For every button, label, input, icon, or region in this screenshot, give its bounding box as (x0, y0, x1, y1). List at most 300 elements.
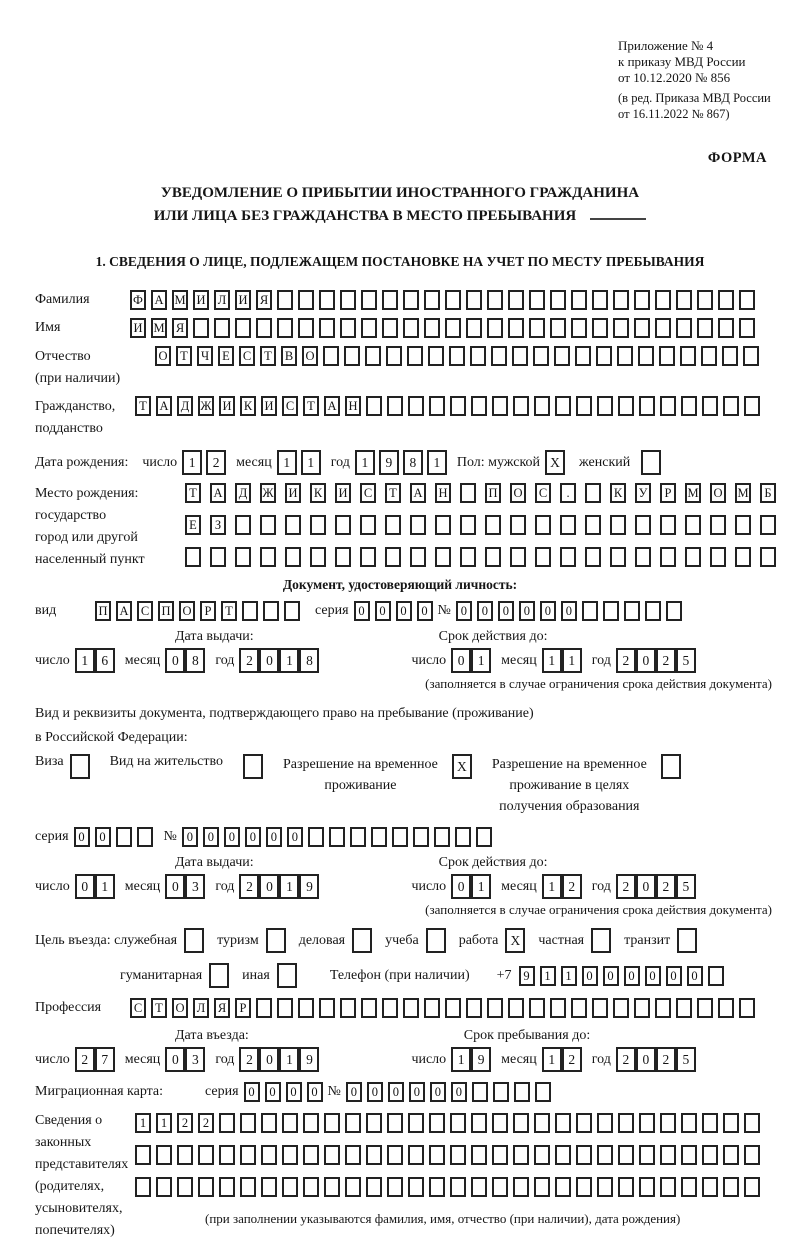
char-box[interactable]: Я (172, 318, 188, 338)
char-box[interactable] (723, 1113, 739, 1133)
char-box[interactable] (445, 998, 461, 1018)
char-box[interactable]: С (239, 346, 255, 366)
char-box[interactable] (571, 290, 587, 310)
char-box[interactable] (735, 547, 751, 567)
char-box[interactable] (303, 1113, 319, 1133)
char-box[interactable]: 2 (656, 874, 676, 899)
purpose-other-checkbox[interactable] (277, 963, 297, 988)
char-box[interactable] (177, 1177, 193, 1197)
temp-residence-edu-checkbox[interactable] (661, 754, 681, 779)
char-box[interactable]: 0 (354, 601, 370, 621)
char-box[interactable] (697, 998, 713, 1018)
purpose-official-checkbox[interactable] (184, 928, 204, 953)
char-box[interactable] (387, 1113, 403, 1133)
char-box[interactable] (193, 318, 209, 338)
char-box[interactable] (550, 998, 566, 1018)
char-box[interactable] (645, 601, 661, 621)
char-box[interactable]: О (172, 998, 188, 1018)
char-box[interactable] (360, 515, 376, 535)
char-box[interactable]: И (130, 318, 146, 338)
char-box[interactable]: 2 (198, 1113, 214, 1133)
char-box[interactable]: 0 (265, 1082, 281, 1102)
char-box[interactable]: Р (235, 998, 251, 1018)
char-box[interactable] (613, 998, 629, 1018)
char-box[interactable] (575, 346, 591, 366)
char-box[interactable] (603, 601, 619, 621)
char-box[interactable]: И (219, 396, 235, 416)
temp-residence-checkbox[interactable] (452, 754, 472, 779)
char-box[interactable] (360, 547, 376, 567)
char-box[interactable] (428, 346, 444, 366)
id-issue-year[interactable] (239, 648, 319, 673)
char-box[interactable] (371, 827, 387, 847)
char-box[interactable]: 0 (75, 874, 95, 899)
permit-valid-year[interactable] (616, 874, 696, 899)
char-box[interactable]: 1 (135, 1113, 151, 1133)
permit-series-field[interactable] (74, 827, 158, 847)
stay-year[interactable] (616, 1047, 696, 1072)
id-issue-month[interactable] (165, 648, 205, 673)
char-box[interactable] (429, 1145, 445, 1165)
char-box[interactable] (156, 1177, 172, 1197)
checkbox-cell[interactable] (661, 754, 681, 779)
char-box[interactable] (512, 346, 528, 366)
char-box[interactable] (492, 396, 508, 416)
checkbox-cell[interactable] (591, 928, 611, 953)
char-box[interactable]: А (156, 396, 172, 416)
char-box[interactable] (685, 547, 701, 567)
char-box[interactable]: П (158, 601, 174, 621)
char-box[interactable] (655, 290, 671, 310)
char-box[interactable]: И (261, 396, 277, 416)
doc-number-field[interactable] (456, 601, 687, 621)
char-box[interactable] (534, 1113, 550, 1133)
char-box[interactable] (460, 515, 476, 535)
char-box[interactable] (508, 290, 524, 310)
char-box[interactable]: 2 (239, 1047, 259, 1072)
char-box[interactable]: 0 (182, 827, 198, 847)
char-box[interactable] (407, 346, 423, 366)
char-box[interactable] (550, 318, 566, 338)
checkbox-cell[interactable] (352, 928, 372, 953)
char-box[interactable]: 0 (636, 1047, 656, 1072)
char-box[interactable] (298, 290, 314, 310)
char-box[interactable]: 0 (456, 601, 472, 621)
char-box[interactable]: Т (151, 998, 167, 1018)
char-box[interactable]: 1 (301, 450, 321, 475)
char-box[interactable]: 0 (645, 966, 661, 986)
char-box[interactable] (618, 396, 634, 416)
char-box[interactable]: Н (435, 483, 451, 503)
char-box[interactable] (413, 827, 429, 847)
char-box[interactable] (639, 396, 655, 416)
char-box[interactable] (385, 515, 401, 535)
char-box[interactable]: О (302, 346, 318, 366)
char-box[interactable] (634, 318, 650, 338)
stay-day[interactable] (451, 1047, 491, 1072)
char-box[interactable]: Т (185, 483, 201, 503)
char-box[interactable]: П (485, 483, 501, 503)
char-box[interactable] (534, 396, 550, 416)
char-box[interactable]: 8 (299, 648, 319, 673)
profession-field[interactable] (130, 998, 760, 1018)
char-box[interactable] (723, 1177, 739, 1197)
char-box[interactable] (403, 998, 419, 1018)
char-box[interactable] (382, 998, 398, 1018)
char-box[interactable] (387, 396, 403, 416)
char-box[interactable]: 0 (388, 1082, 404, 1102)
char-box[interactable] (387, 1145, 403, 1165)
char-box[interactable] (382, 318, 398, 338)
char-box[interactable] (240, 1177, 256, 1197)
char-box[interactable]: Р (660, 483, 676, 503)
stay-month[interactable] (542, 1047, 582, 1072)
char-box[interactable] (534, 1177, 550, 1197)
char-box[interactable]: Д (177, 396, 193, 416)
char-box[interactable] (424, 998, 440, 1018)
char-box[interactable] (471, 396, 487, 416)
char-box[interactable] (585, 483, 601, 503)
char-box[interactable] (319, 998, 335, 1018)
char-box[interactable] (555, 1113, 571, 1133)
char-box[interactable] (660, 1145, 676, 1165)
permit-issue-year[interactable] (239, 874, 319, 899)
char-box[interactable] (450, 1177, 466, 1197)
char-box[interactable] (681, 396, 697, 416)
char-box[interactable] (177, 1145, 193, 1165)
char-box[interactable]: Ч (197, 346, 213, 366)
char-box[interactable] (510, 547, 526, 567)
char-box[interactable] (408, 396, 424, 416)
char-box[interactable] (308, 827, 324, 847)
char-box[interactable] (634, 290, 650, 310)
char-box[interactable] (659, 346, 675, 366)
char-box[interactable] (466, 318, 482, 338)
char-box[interactable] (277, 318, 293, 338)
char-box[interactable] (284, 601, 300, 621)
char-box[interactable] (485, 515, 501, 535)
char-box[interactable] (710, 547, 726, 567)
char-box[interactable] (185, 547, 201, 567)
char-box[interactable] (455, 827, 471, 847)
char-box[interactable]: 0 (430, 1082, 446, 1102)
char-box[interactable] (198, 1177, 214, 1197)
char-box[interactable]: 1 (471, 874, 491, 899)
char-box[interactable]: 0 (498, 601, 514, 621)
char-box[interactable] (597, 1113, 613, 1133)
char-box[interactable]: 0 (224, 827, 240, 847)
visa-checkbox[interactable] (70, 754, 90, 779)
char-box[interactable] (491, 346, 507, 366)
char-box[interactable]: З (210, 515, 226, 535)
char-box[interactable] (240, 1113, 256, 1133)
char-box[interactable] (298, 318, 314, 338)
char-box[interactable] (135, 1145, 151, 1165)
char-box[interactable] (472, 1082, 488, 1102)
char-box[interactable]: П (95, 601, 111, 621)
char-box[interactable] (493, 1082, 509, 1102)
char-box[interactable]: 0 (666, 966, 682, 986)
char-box[interactable] (261, 1145, 277, 1165)
char-box[interactable] (324, 1145, 340, 1165)
representatives-row-1[interactable] (135, 1113, 765, 1133)
char-box[interactable]: Р (200, 601, 216, 621)
char-box[interactable]: 3 (185, 874, 205, 899)
char-box[interactable] (408, 1145, 424, 1165)
char-box[interactable] (256, 318, 272, 338)
char-box[interactable] (676, 290, 692, 310)
char-box[interactable]: 0 (266, 827, 282, 847)
purpose-work-checkbox[interactable] (505, 928, 525, 953)
char-box[interactable] (424, 290, 440, 310)
char-box[interactable] (744, 1145, 760, 1165)
char-box[interactable] (214, 318, 230, 338)
char-box[interactable] (277, 290, 293, 310)
char-box[interactable] (492, 1113, 508, 1133)
purpose-business-checkbox[interactable] (352, 928, 372, 953)
char-box[interactable] (513, 396, 529, 416)
char-box[interactable]: А (410, 483, 426, 503)
char-box[interactable] (508, 998, 524, 1018)
patronymic-field[interactable] (155, 346, 764, 366)
char-box[interactable]: А (324, 396, 340, 416)
char-box[interactable] (529, 318, 545, 338)
char-box[interactable] (660, 1177, 676, 1197)
char-box[interactable]: Б (760, 483, 776, 503)
char-box[interactable] (285, 515, 301, 535)
char-box[interactable] (555, 396, 571, 416)
char-box[interactable]: 0 (259, 874, 279, 899)
char-box[interactable]: 9 (379, 450, 399, 475)
char-box[interactable]: 1 (75, 648, 95, 673)
checkbox-cell[interactable] (243, 754, 263, 779)
char-box[interactable]: 9 (299, 1047, 319, 1072)
char-box[interactable] (744, 1177, 760, 1197)
char-box[interactable] (365, 346, 381, 366)
doc-series-field[interactable] (354, 601, 438, 621)
char-box[interactable] (323, 346, 339, 366)
char-box[interactable] (340, 318, 356, 338)
char-box[interactable]: Я (214, 998, 230, 1018)
representatives-row-2[interactable] (135, 1145, 765, 1165)
char-box[interactable] (676, 318, 692, 338)
char-box[interactable]: С (282, 396, 298, 416)
char-box[interactable]: 0 (636, 874, 656, 899)
char-box[interactable] (386, 346, 402, 366)
char-box[interactable] (638, 346, 654, 366)
char-box[interactable]: О (510, 483, 526, 503)
char-box[interactable] (617, 346, 633, 366)
char-box[interactable]: Т (260, 346, 276, 366)
id-valid-month[interactable] (542, 648, 582, 673)
checkbox-cell[interactable] (209, 963, 229, 988)
char-box[interactable]: 0 (307, 1082, 323, 1102)
char-box[interactable]: 1 (540, 966, 556, 986)
char-box[interactable]: 0 (287, 827, 303, 847)
surname-field[interactable] (130, 290, 760, 310)
phone-field[interactable] (519, 966, 729, 986)
char-box[interactable] (681, 1113, 697, 1133)
representatives-row-3[interactable] (135, 1177, 765, 1197)
char-box[interactable] (613, 290, 629, 310)
char-box[interactable] (592, 318, 608, 338)
char-box[interactable]: 9 (519, 966, 535, 986)
char-box[interactable] (450, 1145, 466, 1165)
char-box[interactable] (435, 515, 451, 535)
char-box[interactable] (744, 396, 760, 416)
char-box[interactable] (340, 290, 356, 310)
char-box[interactable] (660, 515, 676, 535)
char-box[interactable]: . (560, 483, 576, 503)
char-box[interactable] (560, 515, 576, 535)
char-box[interactable]: 1 (562, 648, 582, 673)
char-box[interactable] (554, 346, 570, 366)
char-box[interactable] (403, 318, 419, 338)
char-box[interactable]: 1 (542, 648, 562, 673)
char-box[interactable] (723, 1145, 739, 1165)
char-box[interactable]: 1 (471, 648, 491, 673)
id-valid-day[interactable] (451, 648, 491, 673)
char-box[interactable] (624, 601, 640, 621)
char-box[interactable] (449, 346, 465, 366)
char-box[interactable] (470, 346, 486, 366)
char-box[interactable] (324, 1113, 340, 1133)
char-box[interactable]: 1 (427, 450, 447, 475)
char-box[interactable] (277, 998, 293, 1018)
purpose-transit-checkbox[interactable] (677, 928, 697, 953)
char-box[interactable] (319, 290, 335, 310)
char-box[interactable] (535, 515, 551, 535)
char-box[interactable]: 5 (676, 1047, 696, 1072)
char-box[interactable] (676, 998, 692, 1018)
char-box[interactable] (429, 1177, 445, 1197)
char-box[interactable]: 2 (656, 648, 676, 673)
char-box[interactable] (592, 998, 608, 1018)
char-box[interactable] (429, 396, 445, 416)
char-box[interactable] (435, 547, 451, 567)
char-box[interactable] (335, 515, 351, 535)
char-box[interactable]: 2 (206, 450, 226, 475)
char-box[interactable]: Л (214, 290, 230, 310)
char-box[interactable] (466, 290, 482, 310)
char-box[interactable]: В (281, 346, 297, 366)
char-box[interactable] (471, 1113, 487, 1133)
char-box[interactable] (345, 1177, 361, 1197)
char-box[interactable] (597, 1177, 613, 1197)
char-box[interactable] (592, 290, 608, 310)
char-box[interactable] (210, 547, 226, 567)
checkbox-cell[interactable] (184, 928, 204, 953)
char-box[interactable] (285, 547, 301, 567)
char-box[interactable]: 0 (165, 648, 185, 673)
char-box[interactable] (319, 318, 335, 338)
char-box[interactable] (576, 1145, 592, 1165)
char-box[interactable] (735, 515, 751, 535)
char-box[interactable] (345, 1145, 361, 1165)
char-box[interactable] (510, 515, 526, 535)
char-box[interactable] (487, 318, 503, 338)
char-box[interactable]: 0 (259, 648, 279, 673)
char-box[interactable] (403, 290, 419, 310)
doc-type-field[interactable] (95, 601, 305, 621)
char-box[interactable] (535, 1082, 551, 1102)
char-box[interactable] (387, 1177, 403, 1197)
char-box[interactable] (760, 515, 776, 535)
char-box[interactable]: 0 (687, 966, 703, 986)
permit-valid-month[interactable] (542, 874, 582, 899)
purpose-private-checkbox[interactable] (591, 928, 611, 953)
char-box[interactable]: И (235, 290, 251, 310)
char-box[interactable] (156, 1145, 172, 1165)
char-box[interactable]: 0 (519, 601, 535, 621)
birthplace-row-2[interactable] (185, 515, 785, 535)
birthplace-row-3[interactable] (185, 547, 785, 567)
char-box[interactable]: 0 (477, 601, 493, 621)
char-box[interactable]: А (151, 290, 167, 310)
char-box[interactable]: И (335, 483, 351, 503)
char-box[interactable] (596, 346, 612, 366)
char-box[interactable]: У (635, 483, 651, 503)
char-box[interactable]: О (710, 483, 726, 503)
char-box[interactable] (513, 1113, 529, 1133)
char-box[interactable] (534, 1145, 550, 1165)
char-box[interactable]: 2 (656, 1047, 676, 1072)
checkbox-cell[interactable] (70, 754, 90, 779)
char-box[interactable]: 2 (239, 874, 259, 899)
char-box[interactable]: А (210, 483, 226, 503)
char-box[interactable]: 9 (471, 1047, 491, 1072)
char-box[interactable] (450, 1113, 466, 1133)
char-box[interactable] (310, 547, 326, 567)
char-box[interactable] (235, 318, 251, 338)
checkbox-cell[interactable] (277, 963, 297, 988)
char-box[interactable]: 0 (259, 1047, 279, 1072)
char-box[interactable] (260, 515, 276, 535)
id-issue-day[interactable] (75, 648, 115, 673)
birthplace-row-1[interactable] (185, 483, 785, 503)
char-box[interactable]: О (155, 346, 171, 366)
char-box[interactable]: 2 (562, 1047, 582, 1072)
char-box[interactable]: 2 (616, 648, 636, 673)
char-box[interactable] (450, 396, 466, 416)
char-box[interactable] (576, 1113, 592, 1133)
char-box[interactable]: Л (193, 998, 209, 1018)
char-box[interactable]: 0 (286, 1082, 302, 1102)
char-box[interactable]: 0 (561, 601, 577, 621)
char-box[interactable] (235, 547, 251, 567)
char-box[interactable]: 5 (676, 874, 696, 899)
char-box[interactable] (635, 515, 651, 535)
char-box[interactable]: Я (256, 290, 272, 310)
char-box[interactable] (198, 1145, 214, 1165)
char-box[interactable]: 1 (279, 874, 299, 899)
char-box[interactable]: 1 (95, 874, 115, 899)
char-box[interactable] (513, 1145, 529, 1165)
char-box[interactable]: О (179, 601, 195, 621)
char-box[interactable]: К (310, 483, 326, 503)
char-box[interactable] (685, 515, 701, 535)
char-box[interactable]: М (735, 483, 751, 503)
char-box[interactable]: 0 (396, 601, 412, 621)
char-box[interactable] (410, 547, 426, 567)
char-box[interactable] (701, 346, 717, 366)
char-box[interactable] (303, 1177, 319, 1197)
char-box[interactable] (635, 547, 651, 567)
char-box[interactable] (660, 396, 676, 416)
char-box[interactable]: 0 (603, 966, 619, 986)
char-box[interactable] (361, 290, 377, 310)
char-box[interactable]: 0 (417, 601, 433, 621)
